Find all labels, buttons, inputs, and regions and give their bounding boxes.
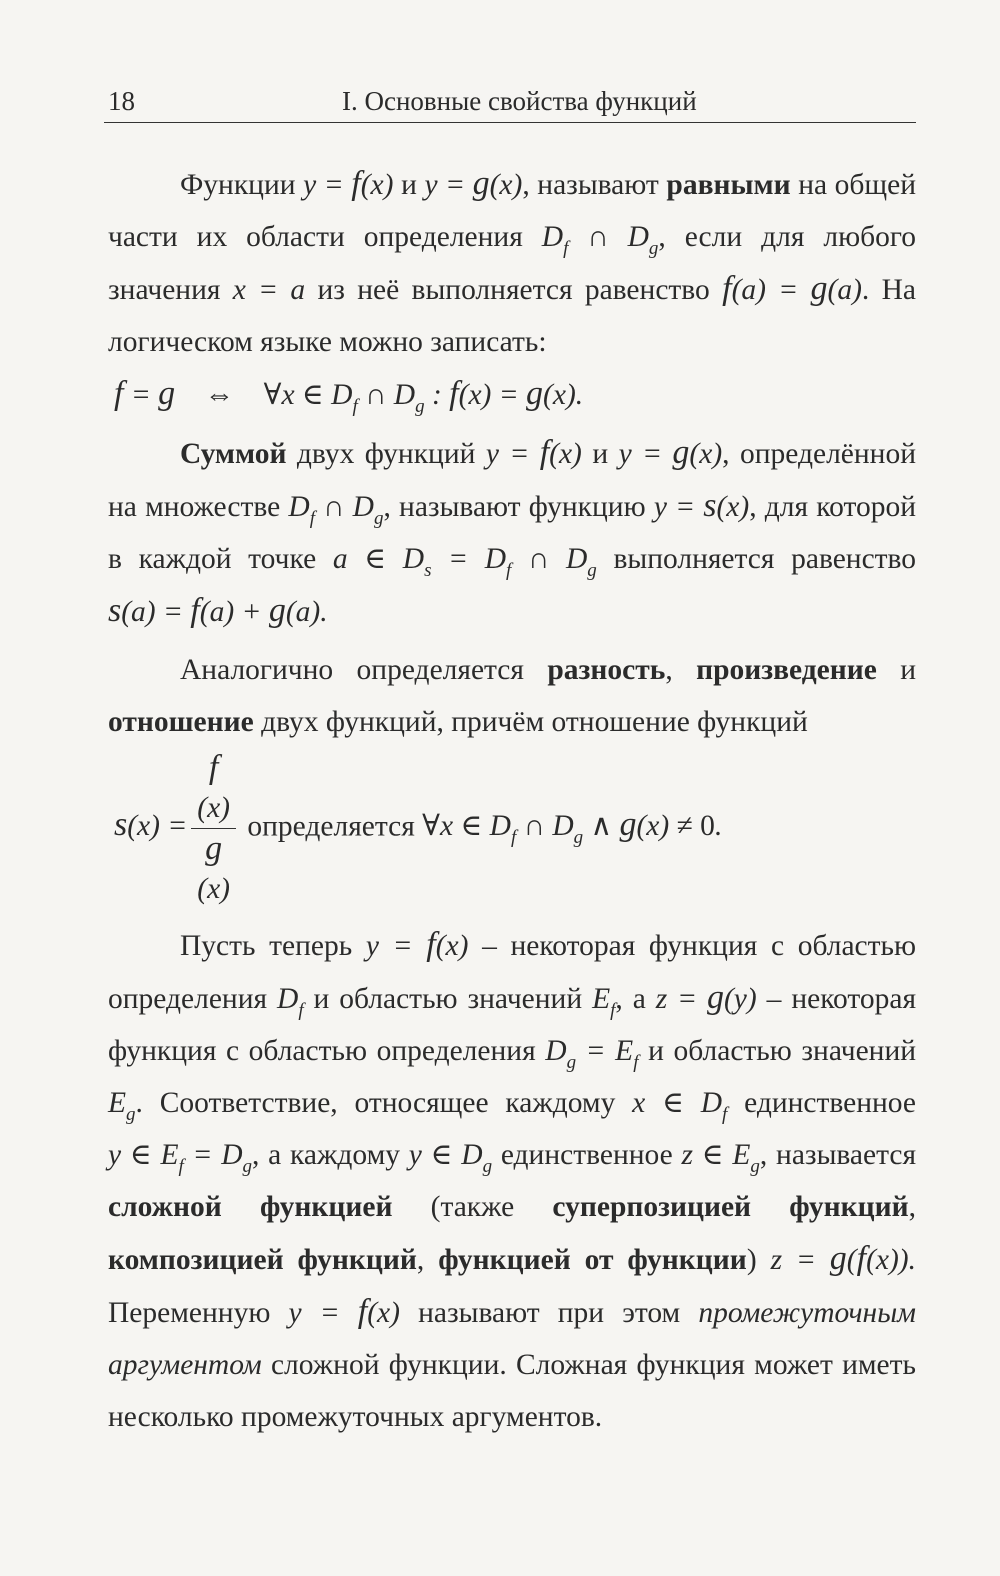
chapter-title: I. Основные свойства функций <box>342 86 697 116</box>
term-intermediate-argument: промежуточным аргументом <box>108 1297 916 1381</box>
term-complex-function: сложной функцией <box>108 1191 393 1223</box>
page-body <box>108 158 916 1443</box>
term-product: произведение <box>696 654 877 686</box>
term-function-of-function: функцией от функции <box>438 1244 747 1276</box>
paragraph-equal-functions: Функции y = f(x) и y = g(x), называют равными на общей части их области определения $D_f$ ∩ $D_g$, если для любого значения x = a из неё выполняется равенство f(a) = g(a). На логическом языке можно записать: <box>108 165 917 358</box>
page-header <box>104 86 916 126</box>
term-equal: равными <box>666 169 791 201</box>
paragraph-ratio: Аналогично определяется разность, произведение и отношение двух функций, причём отношение функций <box>108 654 917 738</box>
term-composition: композицией функций <box>108 1244 417 1276</box>
header-rule <box>104 122 916 123</box>
paragraph-sum: Суммой двух функций y = f(x) и y = g(x), определённой на множестве $D_f$ ∩ $D_g$, называют функцию y = s(x), для которой в каждой точке a ∈ $D_s = D_f$ ∩ $D_g$ выполняется равенство s(a) = f(a) + g(a). <box>108 434 917 629</box>
term-superposition: суперпозицией функций <box>552 1191 909 1223</box>
page-number: 18 <box>108 86 135 116</box>
formula-equal: f = g ⇔ ∀x ∈ $D_f$ ∩ $D_g$ : f(x) = g(x). <box>114 375 584 417</box>
term-difference: разность <box>547 654 666 686</box>
term-sum: Суммой <box>180 438 287 470</box>
paragraph-composition: Пусть теперь y = f(x) – некоторая функция с областью определения $D_f$ и областью значений $E_f$, а z = g(y) – некоторая функция с областью определения $D_g = E_f$ и областью значений $E_g$. Соответствие, относящее каждому x ∈ $D_f$ единственное y ∈ $E_f = D_g$, а каждому y ∈ $D_g$ единственное z ∈ $E_g$, называется сложной функцией (также суперпозицией функций, композицией функций, функцией от функции) z = g(f(x)). Переменную y = f(x) называют при этом промежуточным аргументом сложной функции. Сложная функция может иметь несколько промежуточных аргументов. <box>108 926 917 1433</box>
term-ratio: отношение <box>108 706 254 738</box>
formula-ratio: s(x) = f (x) g (x) определяется ∀x ∈ $D_f$ ∩ $D_g$ ∧ g(x) ≠ 0. <box>114 749 723 905</box>
